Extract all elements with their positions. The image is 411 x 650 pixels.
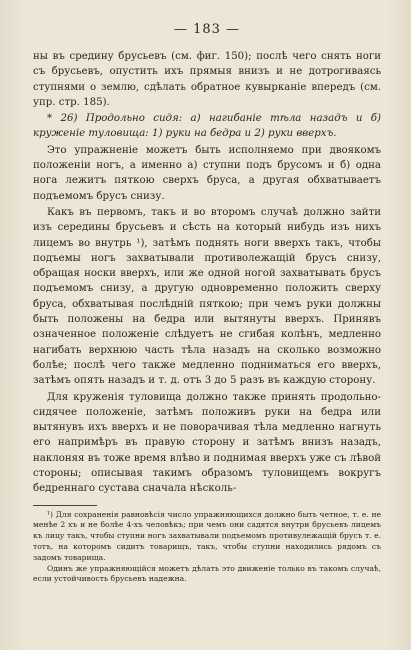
paragraph: Это упражненіе можетъ быть исполняемо при двоякомъ положеніи ногъ, а именно а) ступни подъ брусомъ и б) одна нога лежитъ пяткою сверхъ бруса, а другая обхватываетъ подъемомъ брусъ снизу. xyxy=(33,144,381,202)
paragraph: Какъ въ первомъ, такъ и во второмъ случаѣ должно зайти изъ середины брусьевъ и сѣсть на который нибудь изъ нихъ лицемъ во внутрь ¹), затѣмъ поднять ноги вверхъ такъ, чтобы подъемы ногъ захватывали противолежащій брусъ снизу, обращая носки вверхъ, или же одной ногой захватывать брусъ подъемомъ снизу, а другую одновременно положить сверху бруса, обхватывая послѣдній пяткою; при чемъ руки должны быть положены на бедра или вытянуты вверхъ. Принявъ означенное положеніе слѣдуетъ не сгибая колѣнъ, медленно нагибать верхнюю часть тѣла назадъ на сколько возможно болѣе; послѣ чего также медленно подниматься его вверхъ, затѣмъ опять назадъ и т. д. отъ 3 до 5 разъ въ каждую сторону. xyxy=(33,206,381,387)
paragraph: Для круженія туловища должно также принять продольно-сидячее положеніе, затѣмъ положивъ руки на бедра или вытянувъ ихъ вверхъ и не поворачивая тѣла медленно нагнуть его напримѣръ въ правую сторону и затѣмъ внизъ назадъ, наклоняя въ тоже время влѣво и поднимая вверхъ уже съ лѣвой стороны; описывая такимъ образомъ туловищемъ вокругъ бедреннаго сустава сначала нѣсколь- xyxy=(33,391,381,495)
exercise-heading xyxy=(33,111,381,142)
footnote-divider xyxy=(33,505,97,506)
footnote: ¹) Для сохраненія равновѣсія число упражняющихся должно быть четное, т. е. не менѣе 2 хъ и не болѣе 4-хъ человѣкъ; при чемъ они садятся внутри брусьевъ лицемъ къ лицу такъ, чтобы ступни ногъ захватывали подъемомъ противулежащій брусъ т. е. тотъ, на которомъ сидитъ товарищъ, такъ, чтобы ступни находились рядомъ съ задомъ товарища. xyxy=(33,509,381,562)
body-text xyxy=(33,49,381,497)
exercise-heading-text: * 26) Продольно сидя: а) нагибаніе тѣла назадъ и б) круженіе туловища: 1) руки на бедра и 2) руки вверхъ. xyxy=(33,113,381,140)
footnotes xyxy=(33,510,381,586)
page-number: — 183 — xyxy=(173,22,241,37)
footnote: Одинъ же упражняющійся можетъ дѣлать это движеніе только въ такомъ случаѣ, если устойчивость брусьевъ надежна. xyxy=(33,563,381,584)
paragraph-continued: ны въ средину брусьевъ (см. фиг. 150); послѣ чего снять ноги съ брусьевъ, опустить ихъ прямыя внизъ и не дотрогиваясь ступнями о землю, сдѣлать обратное кувырканіе впередъ (см. упр. стр. 185). xyxy=(33,51,381,108)
